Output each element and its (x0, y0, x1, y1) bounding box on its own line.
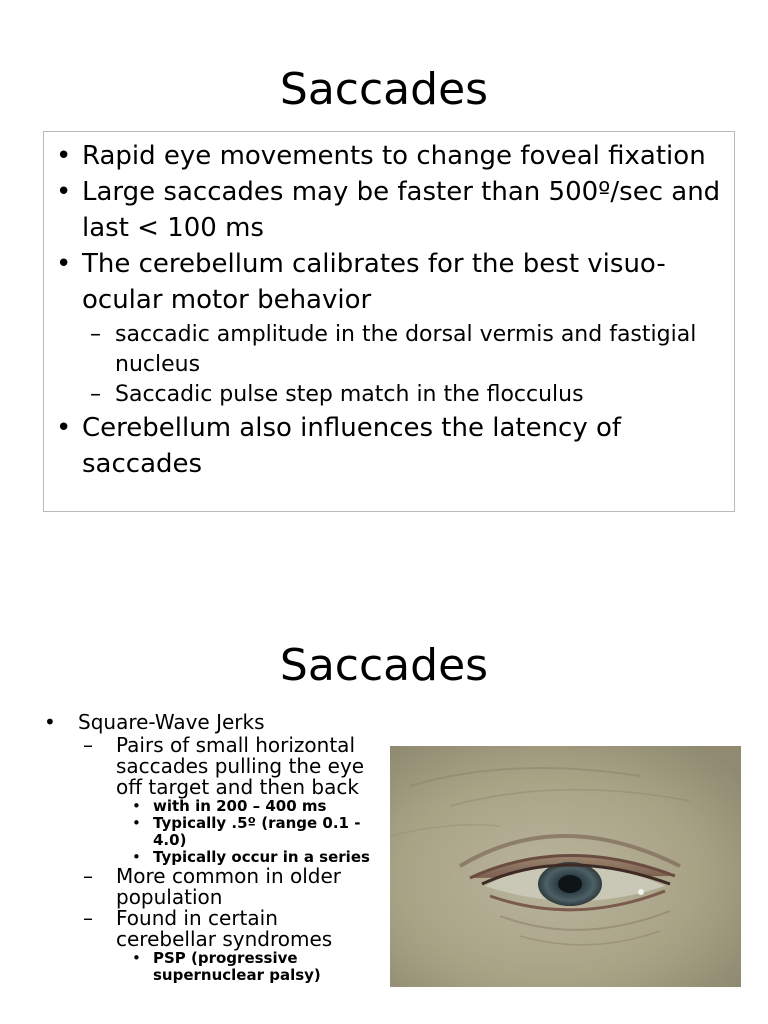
dash-marker: – (90, 322, 101, 347)
bullet-item (54, 410, 729, 482)
bullet-text: Cerebellum also influences the latency of saccades (82, 413, 622, 479)
bullet-list (54, 138, 729, 482)
sub-bullet-text: Saccadic pulse step match in the flocculus (115, 382, 584, 407)
sub-bullet-item (78, 866, 374, 908)
bullet-item (54, 174, 729, 246)
sub-sub-bullet-item (116, 950, 374, 984)
dash-marker: – (83, 733, 93, 757)
sub-sub-bullet-text: PSP (progressive supernuclear palsy) (153, 949, 321, 984)
sub-sub-bullet-item (116, 815, 374, 849)
sub-bullet-text: Found in certain cerebellar syndromes (116, 906, 333, 951)
sub-sub-bullet-item (116, 798, 374, 815)
sub-sub-bullet-text: Typically .5º (range 0.1 - 4.0) (153, 814, 361, 849)
bullet-list (44, 709, 374, 984)
bullet-text: Large saccades may be faster than 500º/sec and last < 100 ms (82, 177, 721, 243)
bullet-marker: • (56, 177, 72, 207)
sub-sub-bullet-list (116, 950, 374, 984)
sub-bullet-list (82, 320, 729, 410)
bullet-marker: • (56, 141, 72, 171)
sub-bullet-text: More common in older population (116, 864, 342, 909)
bullet-item (54, 246, 729, 410)
eye-illustration (390, 746, 741, 987)
bullet-text: The cerebellum calibrates for the best visuo-ocular motor behavior (82, 249, 666, 315)
bullet-marker: • (132, 814, 141, 832)
dash-marker: – (90, 382, 101, 407)
bullet-marker: • (56, 249, 72, 279)
dash-marker: – (83, 864, 93, 888)
slide-title: Saccades (279, 64, 489, 115)
sub-sub-bullet-text: with in 200 – 400 ms (153, 797, 327, 815)
bullet-text: Square-Wave Jerks (78, 710, 265, 734)
bullet-text: Rapid eye movements to change foveal fixation (82, 141, 706, 171)
sub-bullet-text: saccadic amplitude in the dorsal vermis and fastigial nucleus (115, 322, 697, 377)
sub-bullet-list (78, 735, 374, 984)
bullet-item (54, 138, 729, 174)
bullet-marker: • (132, 848, 141, 866)
bullet-marker: • (56, 413, 72, 443)
sub-bullet-item (78, 908, 374, 984)
bullet-item (44, 709, 374, 984)
content-box (43, 131, 735, 512)
slide-title: Saccades (279, 640, 489, 691)
eye-photo (390, 746, 741, 987)
sub-bullet-text: Pairs of small horizontal saccades pulling the eye off target and then back (116, 733, 365, 799)
bullet-marker: • (132, 797, 141, 815)
sub-sub-bullet-text: Typically occur in a series (153, 848, 370, 866)
bullet-marker: • (132, 949, 141, 967)
sub-sub-bullet-list (116, 798, 374, 866)
dash-marker: – (83, 906, 93, 930)
sub-bullet-item (78, 735, 374, 866)
sub-bullet-item (82, 380, 729, 410)
sub-bullet-item (82, 320, 729, 380)
bullet-marker: • (44, 710, 56, 734)
